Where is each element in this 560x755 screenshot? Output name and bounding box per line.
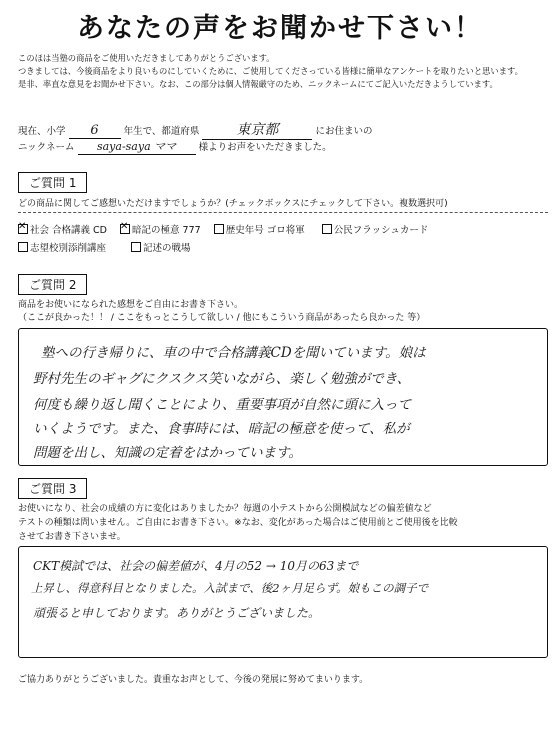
answer-line: 塾への行き帰りに、車の中で合格講義CDを聞いています。娘は bbox=[41, 345, 426, 361]
checkbox[interactable] bbox=[214, 224, 224, 234]
q3-heading: ご質問 3 bbox=[18, 478, 87, 499]
q3-question-line: テストの種類は問いません。ご自由にお書き下さい。※なお、変化があった場合はご使用前とご使用後を比較 bbox=[18, 518, 458, 528]
intro-line: このほは当塾の商品をご使用いただきましてありがとうございます。 bbox=[18, 53, 275, 63]
footer-text: ご協力ありがとうございました。貴重なお声として、今後の発展に努めてまいります。 bbox=[18, 675, 369, 685]
option-civics-flashcard[interactable] bbox=[322, 225, 429, 236]
intro-line: つきましては、今後商品をより良いものにしていくために、ご使用してくださっている皆様に簡単なアンケートを取りたいと思います。 bbox=[18, 66, 523, 76]
option-label: 記述の戦場 bbox=[143, 243, 191, 254]
intro-line: 是非、率直な意見をお聞かせ下さい。なお、この部分は個人情報厳守のため、ニックネームにてご記入いただきようしています。 bbox=[18, 79, 498, 89]
q1-heading: ご質問 1 bbox=[18, 172, 87, 193]
q3-answer-box bbox=[18, 546, 548, 658]
page-title: あなたの声をお聞かせ下さい！ bbox=[77, 13, 483, 44]
profile-line-2 bbox=[18, 138, 332, 155]
residence-suffix: にお住まいの bbox=[315, 126, 373, 137]
answer-line: いくようです。また、食事時には、暗記の極意を使って、私が bbox=[33, 421, 410, 437]
grade-value: 6 bbox=[69, 123, 121, 139]
prefecture-value: 東京都 bbox=[202, 119, 312, 140]
option-label: 歴史年号 ゴロ将軍 bbox=[225, 225, 305, 236]
checkbox[interactable] bbox=[18, 224, 28, 234]
checkbox[interactable] bbox=[131, 242, 141, 252]
option-shibou-tensaku[interactable] bbox=[18, 243, 106, 254]
option-kijutsu[interactable] bbox=[131, 243, 191, 254]
nickname-suffix: 様よりお声をいただきました。 bbox=[198, 142, 332, 153]
q1-question: どの商品に関してご感想いただけますでしょうか？(チェックボックスにチェックして下さい。複数選択可) bbox=[18, 199, 448, 209]
checkbox[interactable] bbox=[120, 224, 130, 234]
answer-line: 野村先生のギャグにクスクス笑いながら、楽しく勉強ができ、 bbox=[33, 371, 411, 387]
q2-answer-box bbox=[18, 328, 548, 466]
intro-text bbox=[18, 52, 548, 91]
divider bbox=[18, 212, 548, 213]
q2-question: 商品をお使いになられた感想をご自由にお書き下さい。 bbox=[18, 300, 244, 310]
profile-line-1 bbox=[18, 119, 372, 140]
grade-suffix: 年生で、都道府県 bbox=[123, 126, 200, 137]
answer-line: 何度も繰り返し聞くことにより、重要事項が自然に頭に入って bbox=[33, 397, 411, 413]
option-label: 志望校別添削講座 bbox=[30, 243, 107, 254]
answer-line: 頑張ると申しております。ありがとうございました。 bbox=[33, 606, 321, 620]
q3-question-line: お使いになり、社会の成績の方に変化はありましたか？毎週の小テストから公開模試などの偏差値など bbox=[18, 504, 432, 514]
nickname-value: saya-saya ママ bbox=[78, 138, 196, 155]
q1-options-row-2 bbox=[18, 240, 191, 254]
option-label: 公民フラッシュカード bbox=[333, 225, 429, 236]
q2-heading: ご質問 2 bbox=[18, 274, 87, 295]
option-label: 社会 合格講義 CD bbox=[30, 225, 107, 236]
option-anki-777[interactable] bbox=[120, 225, 201, 236]
current-label: 現在、小学 bbox=[18, 126, 66, 137]
option-history-goro[interactable] bbox=[214, 225, 305, 236]
answer-line: 上昇し、得意科目となりました。入試まで、後2ヶ月足らず。娘もこの調子で bbox=[31, 581, 429, 595]
q2-hint: （ここが良かった！！ / ここをもっとこうして欲しい / 他にもこういう商品があったら良かった 等） bbox=[18, 313, 426, 323]
checkbox[interactable] bbox=[322, 224, 332, 234]
q3-question-line: させてお書き下さいませ。 bbox=[18, 532, 126, 542]
option-label: 暗記の極意 777 bbox=[132, 225, 201, 236]
nickname-label: ニックネーム bbox=[18, 142, 75, 153]
option-social-cd[interactable] bbox=[18, 225, 107, 236]
q1-options-row-1 bbox=[18, 222, 428, 236]
answer-line: CKT模試では、社会の偏差値が、4月の52 → 10月の63まで bbox=[33, 559, 359, 573]
answer-line: 問題を出し、知識の定着をはかっています。 bbox=[33, 445, 302, 461]
checkbox[interactable] bbox=[18, 242, 28, 252]
